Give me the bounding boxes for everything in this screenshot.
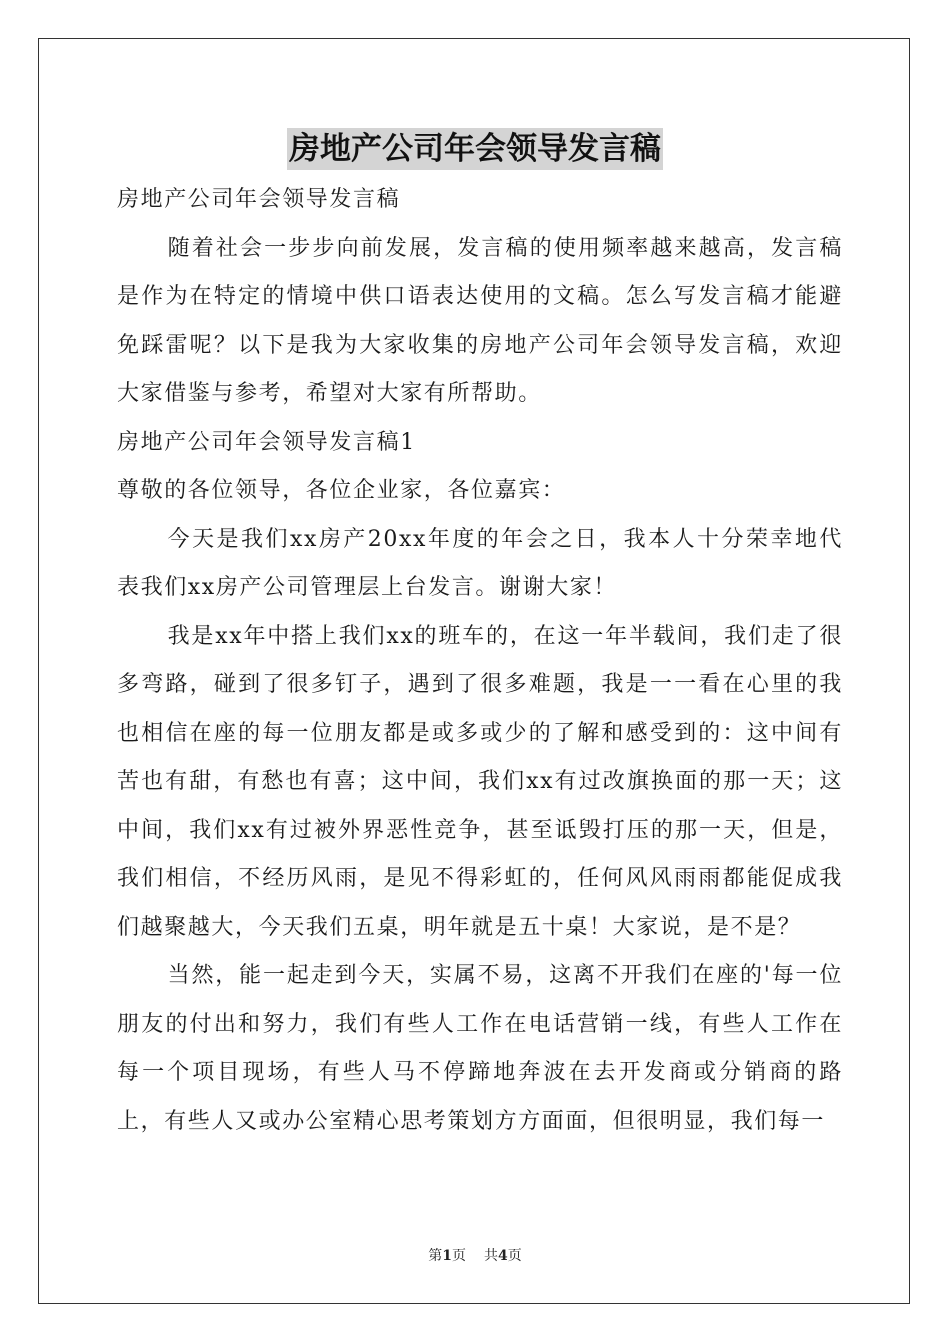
section-heading: 房地产公司年会领导发言稿1 — [117, 429, 416, 455]
body-paragraph: 随着社会一步步向前发展，发言稿的使用频率越来越高，发言稿是作为在特定的情境中供口语表达使用的文稿。怎么写发言稿才能避免踩雷呢？以下是我为大家收集的房地产公司年会领导发言稿，欢迎大家借鉴与参考，希望对大家有所帮助。 — [117, 235, 843, 406]
page-total: 4 — [498, 1248, 508, 1264]
document-title: 房地产公司年会领导发言稿 — [287, 128, 663, 170]
page-prefix: 第 — [428, 1248, 443, 1264]
body-paragraph: 当然，能一起走到今天，实属不易，这离不开我们在座的'每一位朋友的付出和努力，我们有些人工作在电话营销一线，有些人工作在每一个项目现场，有些人马不停蹄地奔波在去开发商或分销商的路上，有些人又或办公室精心思考策划方方面面，但很明显，我们每一 — [117, 963, 843, 1134]
document-body — [117, 176, 843, 1146]
page-unit: 页 — [452, 1248, 466, 1264]
page-footer — [0, 1246, 950, 1266]
salutation: 尊敬的各位领导，各位企业家，各位嘉宾： — [117, 478, 566, 503]
body-paragraph: 今天是我们xx房产20xx年度的年会之日，我本人十分荣幸地代表我们xx房产公司管理层上台发言。谢谢大家！ — [117, 526, 843, 600]
total-prefix: 共 — [484, 1248, 498, 1264]
title-area — [0, 128, 950, 170]
body-paragraph: 我是xx年中搭上我们xx的班车的，在这一年半载间，我们走了很多弯路，碰到了很多钉子，遇到了很多难题，我是一一看在心里的我也相信在座的每一位朋友都是或多或少的了解和感受到的：这中间有苦也有甜，有愁也有喜；这中间，我们xx有过改旗换面的那一天；这中间，我们xx有过被外界恶性竞争，甚至诋毁打压的那一天，但是，我们相信，不经历风雨，是见不得彩虹的，任何风风雨雨都能促成我们越聚越大，今天我们五桌，明年就是五十桌！大家说，是不是？ — [117, 623, 843, 940]
page-number: 1 — [442, 1248, 452, 1264]
total-unit: 页 — [507, 1248, 522, 1264]
body-paragraph: 房地产公司年会领导发言稿 — [117, 187, 401, 212]
